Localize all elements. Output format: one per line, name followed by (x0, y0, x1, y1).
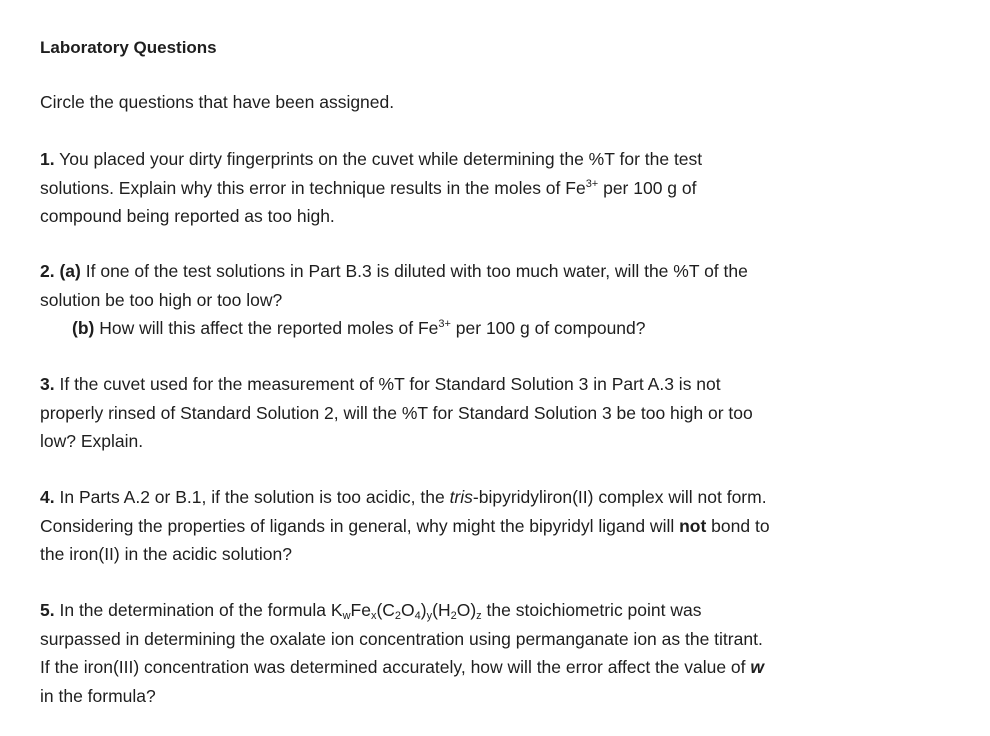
question-5-text-3a: If the iron(III) concentration was determined accurately, how will the error affect the value of (40, 657, 751, 677)
question-2-text-1: If one of the test solutions in Part B.3 is diluted with too much water, will the %T of the (85, 261, 748, 281)
question-4-text-2a: Considering the properties of ligands in general, why might the bipyridyl ligand will (40, 515, 680, 536)
formula-c: (C (376, 600, 395, 620)
fe-charge-superscript: 3+ (585, 177, 599, 190)
question-1 (40, 145, 960, 231)
formula-subscript-x: x (370, 610, 377, 622)
question-2-text-3b: per 100 g of compound? (450, 318, 646, 338)
question-3-text-1: If the cuvet used for the measurement of %T for Standard Solution 3 in Part A.3 is not (59, 374, 721, 394)
question-4-line-1 (40, 483, 960, 512)
question-2-line-1 (40, 257, 960, 286)
question-4-text-1a: In Parts A.2 or B.1, if the solution is too acidic, the (59, 487, 450, 507)
question-4 (40, 483, 960, 569)
question-2-text-3a: How will this affect the reported moles of Fe (99, 318, 439, 338)
question-4-line-3: the iron(II) in the acidic solution? (40, 544, 292, 564)
formula-subscript-w: w (342, 610, 351, 622)
question-1-line-1 (40, 145, 960, 174)
fe-charge-superscript: 3+ (438, 318, 451, 330)
question-1-text-1: You placed your dirty fingerprints on the cuvet while determining the %T for the test (59, 149, 703, 169)
question-5-italic-w: w (750, 657, 765, 677)
question-2 (40, 257, 960, 343)
question-2-part-a-label: (a) (59, 261, 81, 281)
question-3-number: 3. (40, 374, 55, 394)
question-5 (40, 596, 960, 710)
formula-subscript-z: z (476, 610, 482, 622)
question-2-line-2: solution be too high or too low? (40, 289, 283, 310)
question-4-italic-tris: tris (449, 487, 473, 507)
instruction-text: Circle the questions that have been assigned. (40, 92, 395, 112)
page-title: Laboratory Questions (40, 38, 217, 57)
question-5-text-1a: In the determination of the formula K (59, 600, 343, 620)
question-4-number: 4. (40, 487, 55, 507)
formula-o: O (401, 600, 415, 620)
question-4-text-2b: bond to (706, 515, 770, 536)
question-3-line-2: properly rinsed of Standard Solution 2, will the %T for Standard Solution 3 be too high or too (40, 402, 753, 423)
question-5-line-2: surpassed in determining the oxalate ion concentration using permanganate ion as the titrant. (40, 628, 763, 649)
formula-subscript-y: y (426, 610, 433, 622)
formula-subscript-4: 4 (414, 610, 421, 622)
question-4-line-2 (40, 512, 960, 541)
question-5-line-1 (40, 596, 960, 625)
question-5-number: 5. (40, 600, 55, 620)
question-1-line-2 (40, 174, 960, 203)
formula-close-paren: ) (420, 600, 427, 620)
formula-fe: Fe (350, 600, 371, 620)
question-4-bold-not: not (679, 515, 707, 536)
question-3-line-3: low? Explain. (40, 431, 144, 451)
question-2-line-3 (40, 314, 960, 343)
question-5-line-3 (40, 653, 960, 682)
question-2-part-b-label: (b) (72, 318, 95, 338)
question-5-text-1b: the stoichiometric point was (481, 600, 702, 620)
question-3-line-1 (40, 370, 960, 399)
question-1-text-2a: solutions. Explain why this error in technique results in the moles of Fe (40, 177, 586, 198)
chemical-formula (343, 600, 482, 620)
question-4-text-1b: -bipyridyliron(II) complex will not form. (472, 487, 767, 507)
question-3 (40, 370, 960, 456)
formula-subscript-2: 2 (394, 610, 402, 622)
question-5-line-4: in the formula? (40, 685, 156, 706)
question-1-text-2b: per 100 g of (598, 177, 697, 198)
formula-h: (H (432, 600, 451, 620)
formula-subscript-h2: 2 (450, 610, 457, 622)
question-1-number: 1. (40, 149, 55, 169)
question-2-number: 2. (40, 261, 55, 281)
question-1-line-3: compound being reported as too high. (40, 206, 335, 226)
formula-o-close: O) (456, 600, 477, 620)
